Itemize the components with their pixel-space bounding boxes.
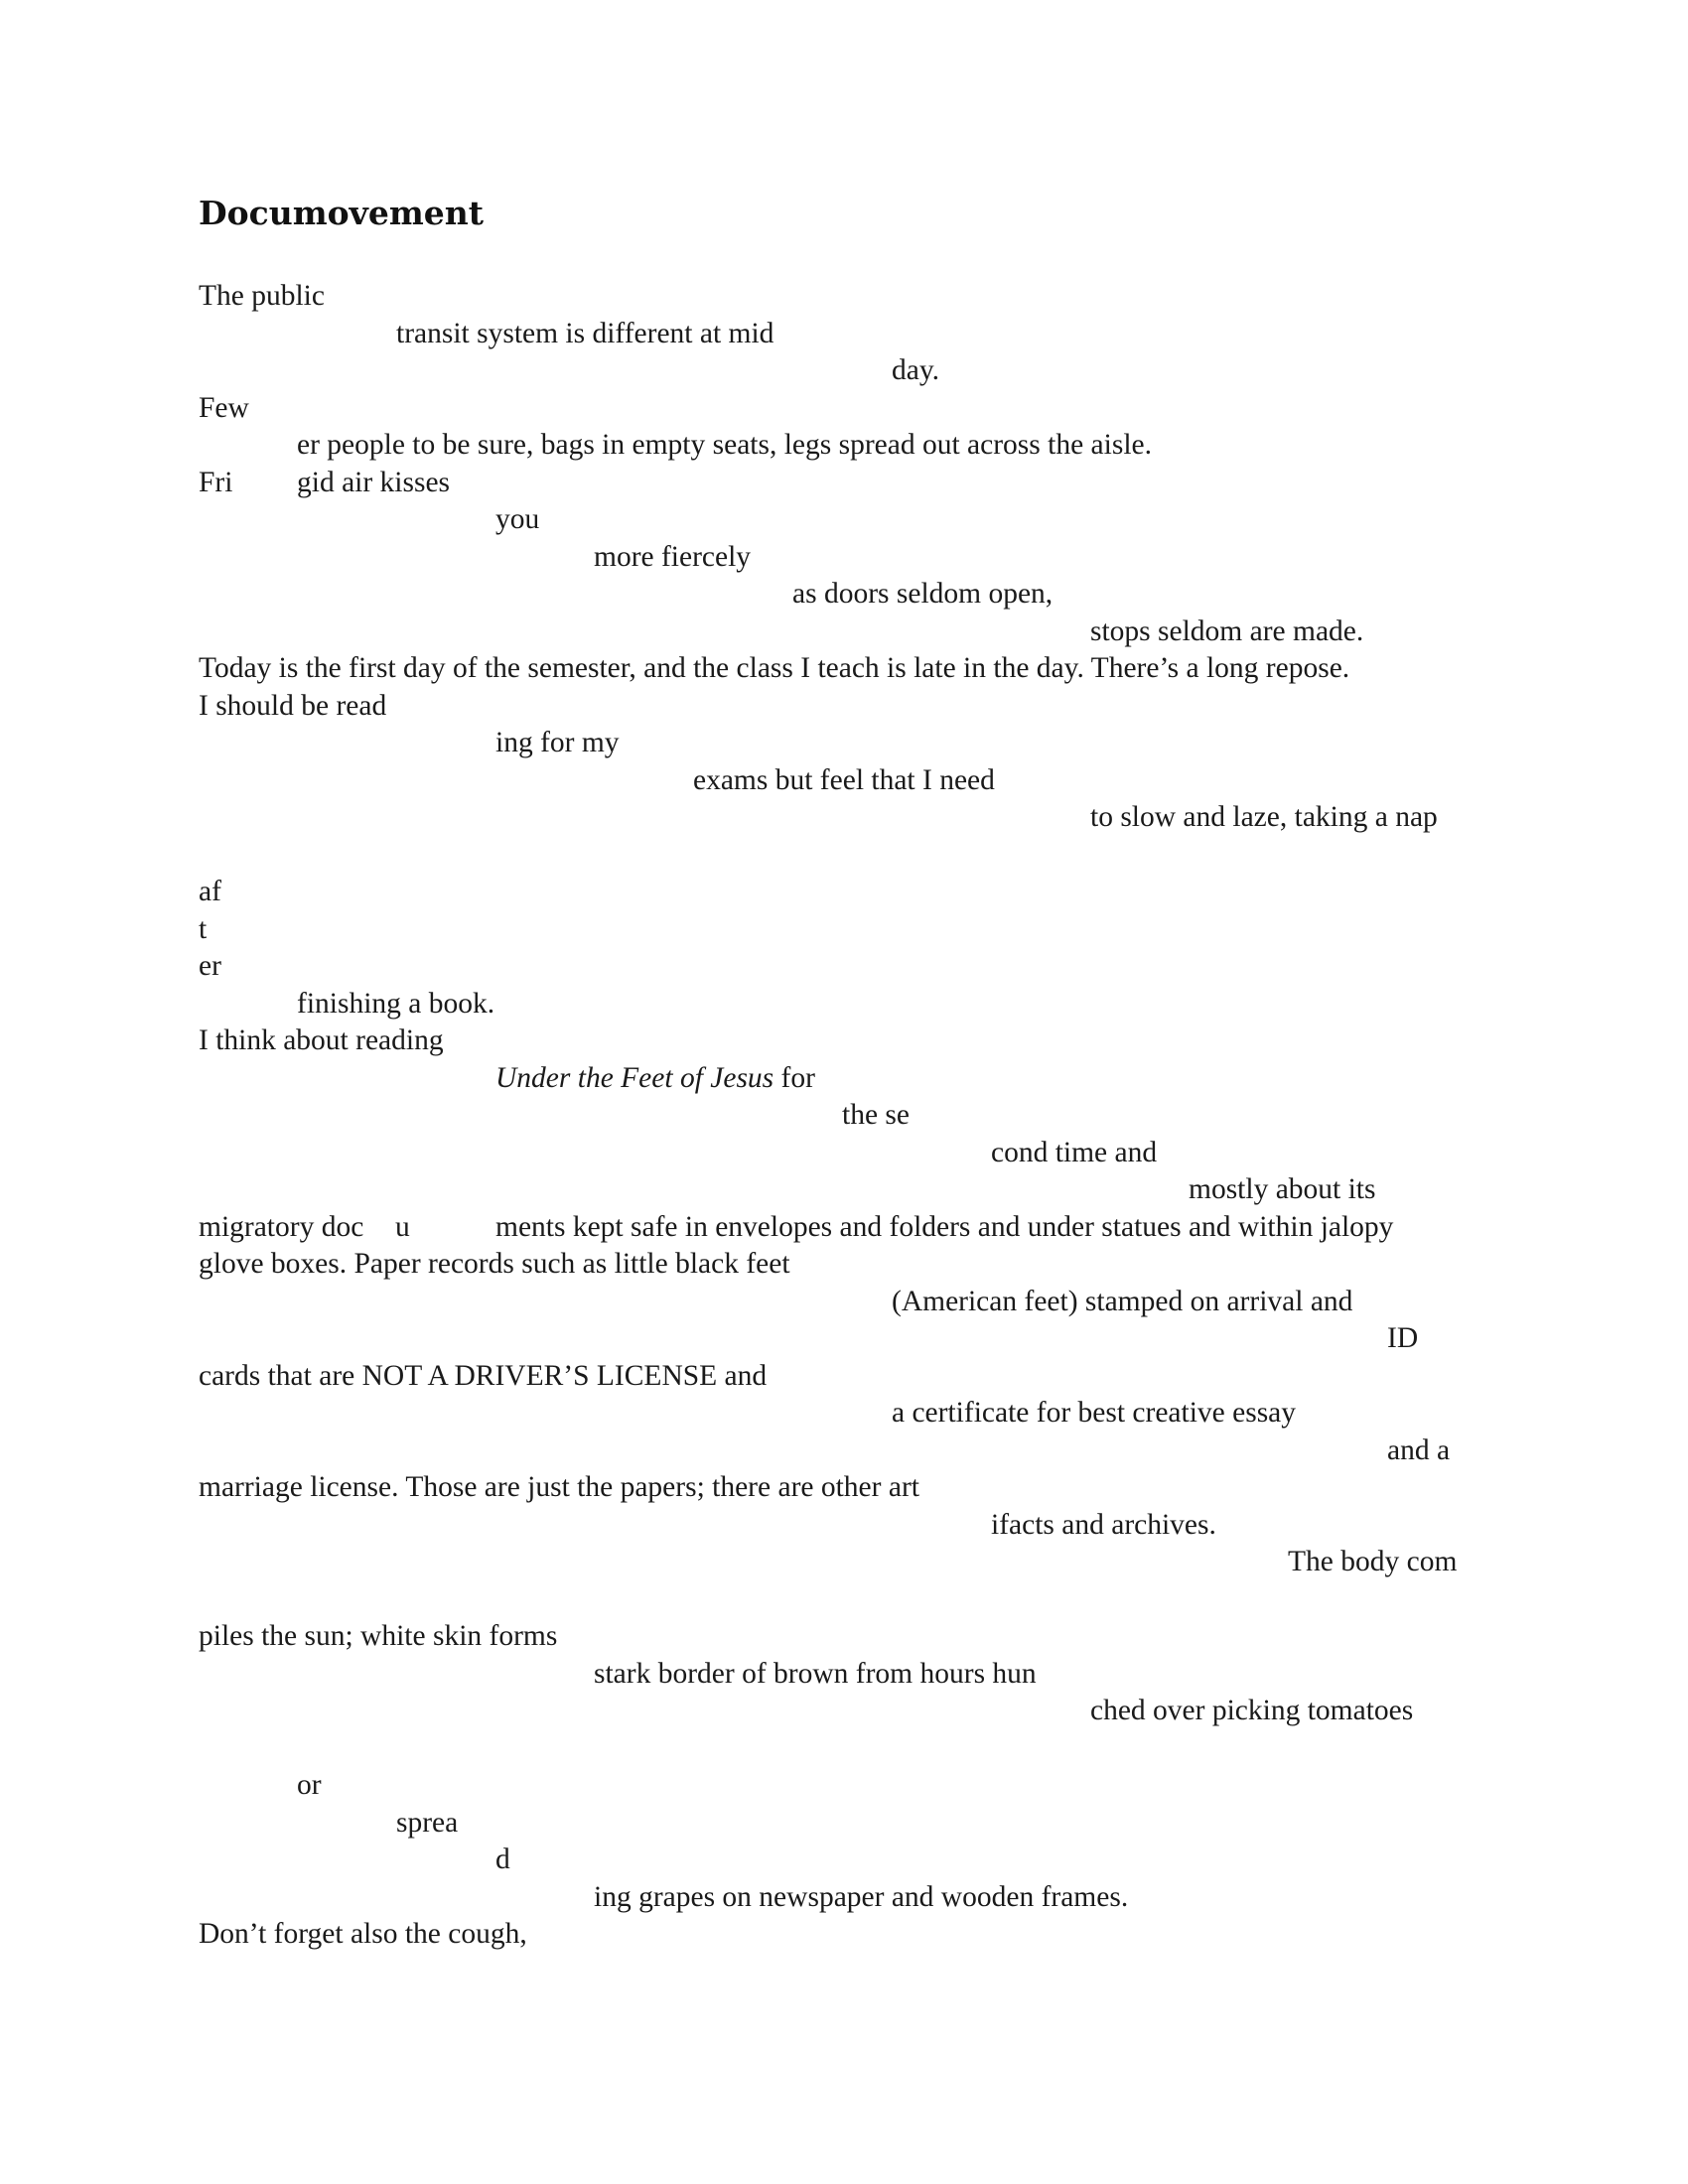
book-title: Under the Feet of Jesus — [495, 1062, 774, 1094]
text-line: I should be read — [199, 690, 387, 722]
text-line: or — [297, 1769, 322, 1801]
text-line: er — [199, 950, 221, 982]
text-line: The public — [199, 280, 325, 312]
text-line: The body com — [1288, 1546, 1458, 1577]
text-line: ing for my — [495, 727, 620, 758]
text-line: and a — [1387, 1434, 1451, 1466]
text-line: Today is the first day of the semester, and the class I teach is late in the day. There’s a long repose. — [199, 652, 1350, 684]
text-line: I think about reading — [199, 1024, 444, 1056]
text-line: transit system is different at mid — [396, 318, 774, 349]
text-line: er people to be sure, bags in empty seats, legs spread out across the aisle. — [297, 429, 1152, 461]
text-line: migratory doc — [199, 1211, 364, 1243]
text-line: (American feet) stamped on arrival and — [892, 1286, 1353, 1317]
text-line: you — [495, 503, 540, 535]
text-line: ifacts and archives. — [991, 1509, 1216, 1541]
text-line: ments kept safe in envelopes and folders and under statues and within jalopy — [495, 1211, 1394, 1243]
text-line: Few — [199, 392, 249, 424]
document-title: Documovement — [199, 194, 484, 232]
text-line: the se — [842, 1099, 910, 1131]
text-line: stops seldom are made. — [1090, 615, 1364, 647]
text-line: Fri — [199, 467, 233, 498]
text-line: marriage license. Those are just the papers; there are other art — [199, 1471, 919, 1503]
text-line: ID — [1387, 1322, 1419, 1354]
text-line: Don’t forget also the cough, — [199, 1918, 527, 1950]
text-line: t — [199, 913, 208, 945]
text-line: d — [495, 1843, 510, 1875]
text-line: a certificate for best creative essay — [892, 1397, 1297, 1429]
text-line: af — [199, 876, 221, 907]
text-line: as doors seldom open, — [792, 578, 1054, 610]
text-line: mostly about its — [1189, 1173, 1376, 1205]
text-line: glove boxes. Paper records such as little black feet — [199, 1248, 790, 1280]
text-line: day. — [892, 354, 940, 386]
text-line: ing grapes on newspaper and wooden frames. — [594, 1881, 1129, 1913]
text-line: u — [395, 1211, 410, 1243]
text-line: ched over picking tomatoes — [1090, 1695, 1414, 1726]
text-line — [495, 1060, 815, 1096]
text-line: more fiercely — [594, 541, 752, 573]
text-line: cond time and — [991, 1137, 1158, 1168]
text-line: cards that are NOT A DRIVER’S LICENSE and — [199, 1360, 768, 1392]
text-line: gid air kisses — [297, 467, 451, 498]
text-line: exams but feel that I need — [693, 764, 995, 796]
text-line: stark border of brown from hours hun — [594, 1658, 1037, 1690]
text-line: sprea — [396, 1807, 459, 1839]
text-line: finishing a book. — [297, 988, 495, 1020]
text-fragment: for — [780, 1062, 815, 1094]
text-line: to slow and laze, taking a nap — [1090, 801, 1438, 833]
text-line: piles the sun; white skin forms — [199, 1620, 558, 1652]
